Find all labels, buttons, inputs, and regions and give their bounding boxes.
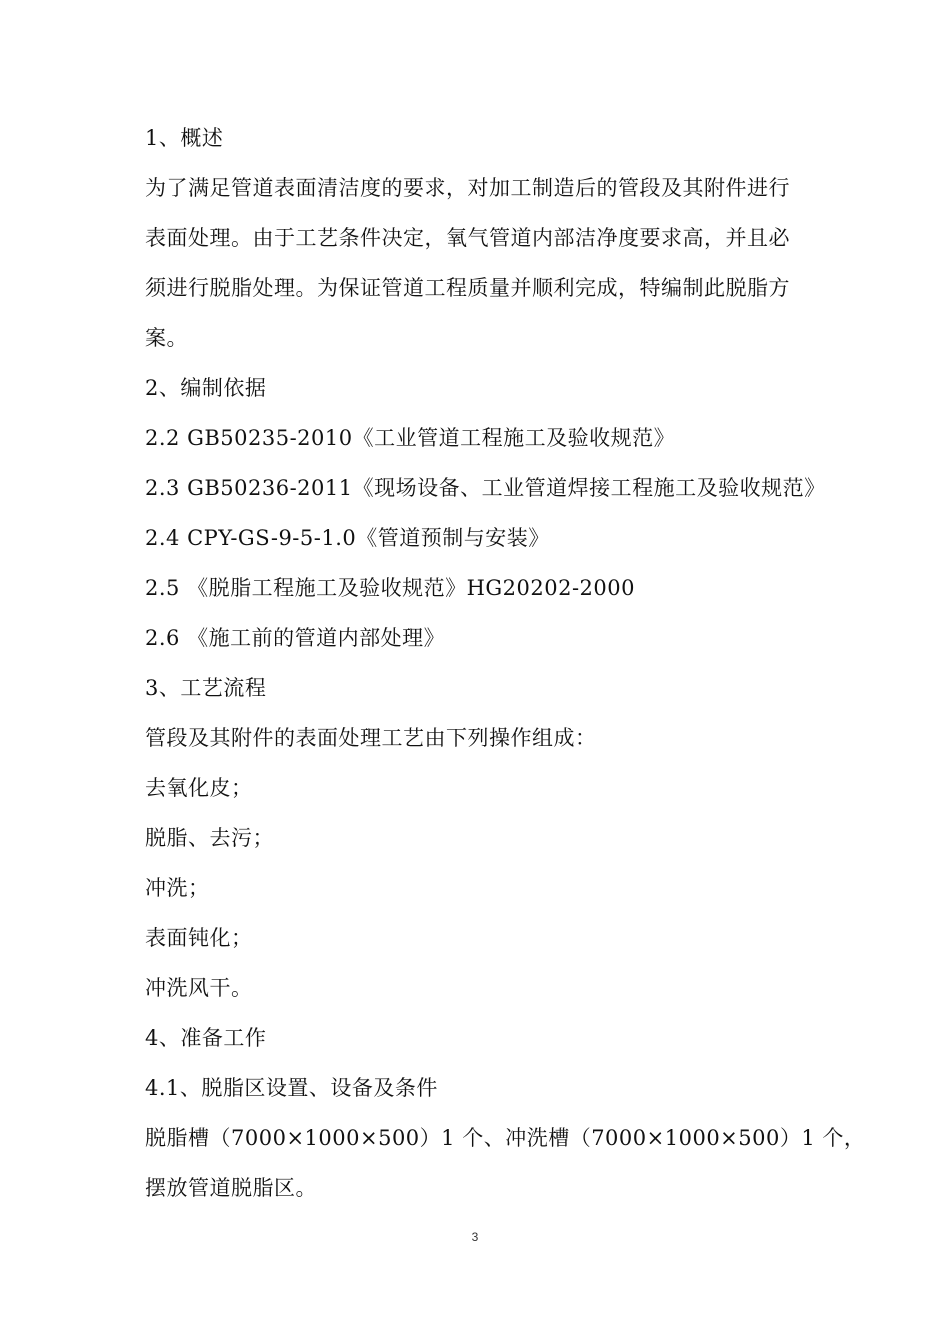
reference-item: 2.4 CPY-GS-9-5-1.0《管道预制与安装》	[145, 526, 550, 550]
section-1-heading: 1、概述	[145, 126, 224, 150]
section-3-intro: 管段及其附件的表面处理工艺由下列操作组成：	[145, 726, 597, 750]
page-content	[145, 113, 866, 1213]
reference-item: 2.3 GB50236-2011《现场设备、工业管道焊接工程施工及验收规范》	[145, 476, 826, 500]
section-4-1-heading: 4.1、脱脂区设置、设备及条件	[145, 1076, 438, 1100]
page-number: 3	[471, 1230, 479, 1244]
section-1-paragraph-line: 案。	[145, 326, 188, 350]
reference-item: 2.6 《施工前的管道内部处理》	[145, 626, 446, 650]
section-1-paragraph-line: 为了满足管道表面清洁度的要求，对加工制造后的管段及其附件进行	[145, 176, 790, 200]
section-4-1-paragraph-line: 脱脂槽（7000×1000×500）1 个、冲洗槽（7000×1000×500）1 个，	[145, 1126, 866, 1150]
reference-item: 2.2 GB50235-2010《工业管道工程施工及验收规范》	[145, 426, 676, 450]
section-1-paragraph-line: 表面处理。由于工艺条件决定，氧气管道内部洁净度要求高，并且必	[145, 226, 790, 250]
reference-item: 2.5 《脱脂工程施工及验收规范》HG20202-2000	[145, 576, 636, 600]
process-step: 冲洗；	[145, 876, 210, 900]
section-4-heading: 4、准备工作	[145, 1026, 267, 1050]
process-step: 去氧化皮；	[145, 776, 253, 800]
process-step: 脱脂、去污；	[145, 826, 274, 850]
process-step: 冲洗风干。	[145, 976, 253, 1000]
section-4-1-paragraph-line: 摆放管道脱脂区。	[145, 1176, 317, 1200]
process-step: 表面钝化；	[145, 926, 253, 950]
section-3-heading: 3、工艺流程	[145, 676, 267, 700]
section-1-paragraph-line: 须进行脱脂处理。为保证管道工程质量并顺利完成，特编制此脱脂方	[145, 276, 790, 300]
section-2-heading: 2、编制依据	[145, 376, 267, 400]
